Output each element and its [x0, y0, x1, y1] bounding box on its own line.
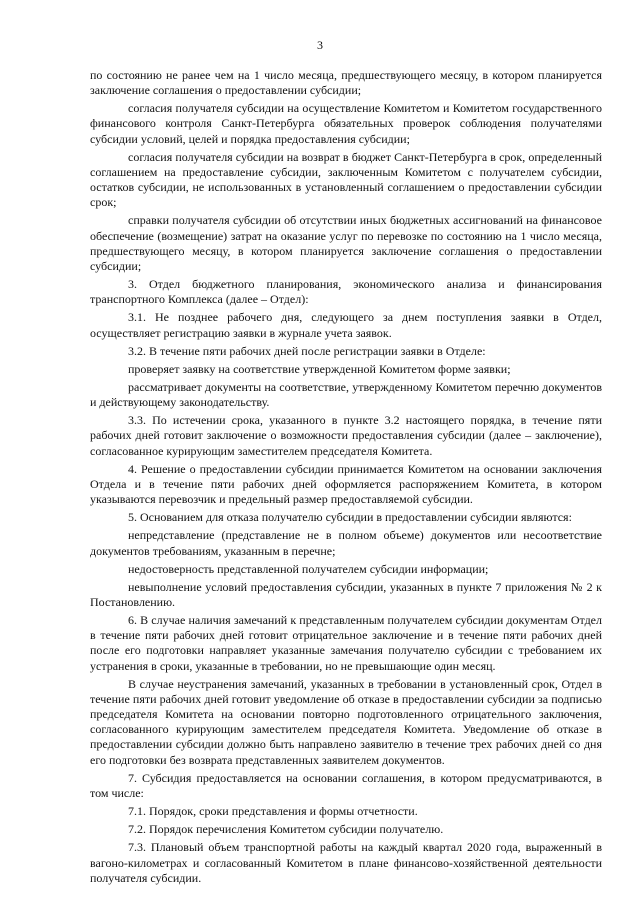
paragraph: недостоверность представленной получателем субсидии информации; — [128, 561, 489, 576]
paragraph: по состоянию не ранее чем на 1 число месяца, предшествующего месяцу, в котором планируется заключение соглашения о предоставлении субсидии; — [90, 68, 602, 98]
paragraph: 7.2. Порядок перечисления Комитетом субсидии получателю. — [128, 822, 444, 837]
paragraph: непредставление (представление не в полном объеме) документов или несоответствие документов требованиям, указанным в перечне; — [90, 528, 602, 558]
paragraph: 3.2. В течение пяти рабочих дней после регистрации заявки в Отделе: — [128, 343, 486, 358]
paragraph: 4. Решение о предоставлении субсидии принимается Комитетом на основании заключения Отдела и в течение пяти рабочих дней оформляется распоряжением Комитета, в котором указываются перевозчик и предельный размер предоставляемой субсидии. — [90, 461, 602, 507]
paragraph: 5. Основанием для отказа получателю субсидии в предоставлении субсидии являются: — [128, 510, 572, 525]
paragraph: невыполнение условий предоставления субсидии, указанных в пункте 7 приложения № 2 к Постановлению. — [90, 579, 602, 609]
paragraph: В случае неустранения замечаний, указанных в требовании в установленный срок, Отдел в течение пяти рабочих дней готовит уведомление об отказе в предоставлении субсидии за подписью председателя Комитета на основании повторно подготовленного отрицательного заключения, согласованного курирующим заместителем председателя Комитета. Уведомление об отказе в предоставлении субсидии должно быть направлено заявителю в течение трех рабочих дней со дня его подготовки без возврата представленных заявителем документов. — [90, 676, 602, 767]
document-body — [90, 68, 602, 889]
paragraph: согласия получателя субсидии на возврат в бюджет Санкт-Петербурга в срок, определенный соглашением на предоставление субсидии, заключенным Комитетом с получателем субсидии, остатков субсидии, не использованных в установленный соглашением о предоставлении субсидии срок; — [90, 149, 602, 210]
paragraph: согласия получателя субсидии на осуществление Комитетом и Комитетом государственного финансового контроля Санкт-Петербурга обязательных проверок соблюдения получателями субсидии условий, целей и порядка предоставления субсидии; — [90, 101, 602, 146]
paragraph: рассматривает документы на соответствие, утвержденному Комитетом перечню документов и действующему законодательству. — [90, 379, 602, 410]
page-number: 3 — [317, 38, 323, 52]
paragraph: 7.3. Плановый объем транспортной работы на каждый квартал 2020 года, выраженный в вагоно-километрах и согласованный Комитетом в плане финансово-хозяйственной деятельности получателя субсидии. — [90, 840, 602, 885]
paragraph: 3. Отдел бюджетного планирования, экономического анализа и финансирования транспортного Комплекса (далее – Отдел): — [90, 277, 602, 307]
paragraph: 6. В случае наличия замечаний к представленным получателем субсидии документам Отдел в течение пяти рабочих дней готовит отрицательное заключение и в течение пяти рабочих дней после его подготовки направляет указанные замечания получателю субсидии с требованием их устранения в сроки, указанные в требовании, но не превышающие один месяц. — [90, 613, 602, 673]
paragraph: 3.1. Не позднее рабочего дня, следующего за днем поступления заявки в Отдел, осуществляет регистрацию заявки в журнале учета заявок. — [90, 310, 602, 340]
paragraph: 7. Субсидия предоставляется на основании соглашения, в котором предусматриваются, в том числе: — [90, 770, 602, 800]
paragraph: 3.3. По истечении срока, указанного в пункте 3.2 настоящего порядка, в течение пяти рабочих дней готовит заключение о возможности предоставления субсидии (далее – заключение), согласованное курирующим заместителем председателя Комитета. — [90, 413, 602, 458]
paragraph: справки получателя субсидии об отсутствии иных бюджетных ассигнований на финансовое обеспечение (возмещение) затрат на оказание услуг по перевозке по состоянию на 1 число месяца, предшествующего месяцу, в котором планируется заключение соглашения о предоставлении субсидии; — [90, 213, 602, 273]
paragraph: 7.1. Порядок, сроки представления и формы отчетности. — [128, 804, 418, 819]
paragraph: проверяет заявку на соответствие утвержденной Комитетом форме заявки; — [128, 361, 511, 376]
